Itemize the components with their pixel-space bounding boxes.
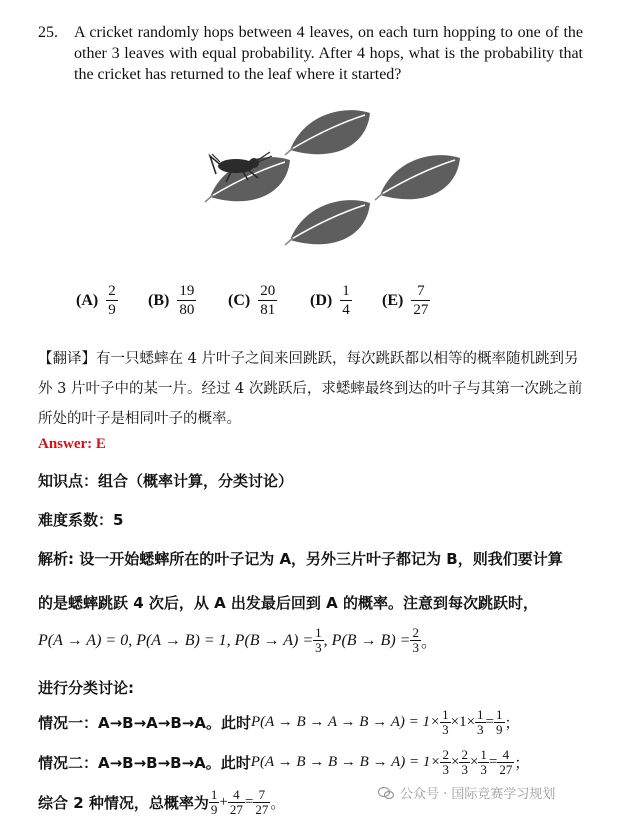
option-c: (C) $\frac{20}{81}$ [228,283,276,318]
option-e: (E) $\frac{7}{27}$ [382,283,429,318]
difficulty: 难度系数：5 [38,511,124,529]
leaf-icon [375,155,460,200]
option-b: (B) $\frac{19}{80}$ [148,283,195,318]
answer: Answer: E [38,436,106,452]
leaf-icon [285,200,370,245]
total-probability: 综合 2 种情况，总概率为 $\frac{1}{9}$ + $\frac{4}{27}$ = $\frac{7}{27}$ 。 [38,787,286,817]
case-two: 情况二：A→B→B→B→A。此时 P(A → B → B → B → A) = 1× $\frac{2}{3}$ × $\frac{2}{3}$ × $\frac{1}{3}$ = $\frac{4}{27}$ ； [38,747,530,777]
solution-line-2: 的是蟋蟀跳跃 4 次后，从 A 出发最后回到 A 的概率。注意到每次跳跃时， [38,594,538,612]
problem-text: A cricket randomly hops between 4 leaves, on each turn hopping to one of the other 3 leaves with equal probability. After 4 hops, what is the probability that the cricket has returned to the leaf where it started? [74,24,583,83]
knowledge-point: 知识点：组合（概率计算，分类讨论） [38,472,294,490]
wechat-icon [378,786,394,800]
option-d: (D) $\frac{1}{4}$ [310,283,350,318]
problem-statement [38,22,583,85]
transition-probabilities: P(A → A) = 0, P(A → B) = 1, P(B → A) = $\frac{1}{3}$ , P(B → B) = $\frac{2}{3}$ 。 [38,625,437,655]
case-discussion-intro: 进行分类讨论: [38,679,134,697]
solution-line-1: 解析: 设一开始蟋蟀所在的叶子记为 A，另外三片叶子都记为 B，则我们要计算 [38,550,563,568]
problem-number: 25. [38,24,58,41]
translation: 【翻译】有一只蟋蟀在 4 片叶子之间来回跳跃，每次跳跃都以相等的概率随机跳到另外 3 片叶子中的某一片。经过 4 次跳跃后，求蟋蟀最终到达的叶子与其第一次跳之前所处的叶子是相同叶子的概率。 [38,351,583,427]
leaf-icon [285,110,370,155]
leaves-figure [190,100,460,250]
case-one: 情况一：A→B→A→B→A。此时 P(A → B → A → B → A) = 1× $\frac{1}{3}$ ×1× $\frac{1}{3}$ = $\frac{1}{9}$ ； [38,707,520,737]
watermark: 公众号 · 国际竞赛学习规划 [378,783,555,802]
option-a: (A) $\frac{2}{9}$ [76,283,116,318]
